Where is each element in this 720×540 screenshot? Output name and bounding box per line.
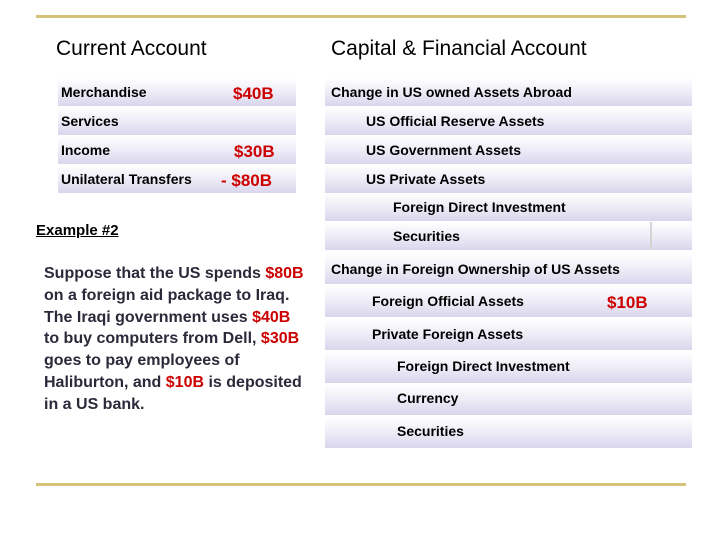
current-account-heading: Current Account bbox=[56, 37, 207, 60]
official-reserve-label: US Official Reserve Assets bbox=[366, 113, 545, 129]
top-rule bbox=[36, 15, 686, 18]
foreign-owned-heading: Change in Foreign Ownership of US Assets bbox=[331, 261, 620, 277]
foreign-securities-row bbox=[325, 417, 692, 448]
foreign-official-label: Foreign Official Assets bbox=[372, 293, 524, 309]
unilateral-value: - $80B bbox=[221, 171, 273, 190]
bottom-rule bbox=[36, 483, 686, 486]
example-text: is deposited in a US bank. bbox=[44, 373, 302, 413]
us-securities-label: Securities bbox=[393, 228, 460, 244]
merchandise-label: Merchandise bbox=[61, 84, 147, 100]
example-text: Suppose that the US spends bbox=[44, 265, 266, 282]
income-value: $30B bbox=[234, 142, 275, 161]
example-text: on a foreign aid package to Iraq. The Iraqi government uses bbox=[44, 286, 290, 326]
us-owned-heading: Change in US owned Assets Abroad bbox=[331, 84, 572, 100]
foreign-fdi-label: Foreign Direct Investment bbox=[397, 358, 570, 374]
unilateral-label: Unilateral Transfers bbox=[61, 171, 192, 187]
us-securities-row bbox=[325, 222, 692, 250]
example-title: Example #2 bbox=[36, 222, 119, 239]
currency-label: Currency bbox=[397, 390, 459, 406]
private-foreign-label: Private Foreign Assets bbox=[372, 326, 524, 342]
foreign-official-value: $10B bbox=[607, 293, 648, 312]
divider-tick bbox=[650, 222, 652, 250]
income-label: Income bbox=[61, 142, 111, 158]
capital-account-heading: Capital & Financial Account bbox=[331, 37, 587, 60]
example-amount: $10B bbox=[165, 373, 205, 391]
currency-row bbox=[325, 384, 692, 415]
merchandise-value: $40B bbox=[233, 84, 274, 103]
example-text: to buy computers from Dell, bbox=[44, 330, 261, 348]
services-label: Services bbox=[61, 113, 119, 129]
example-paragraph bbox=[44, 263, 304, 416]
private-assets-label: US Private Assets bbox=[366, 171, 486, 187]
government-assets-label: US Government Assets bbox=[366, 142, 522, 158]
us-fdi-label: Foreign Direct Investment bbox=[393, 199, 566, 215]
example-text: goes to pay employees of Haliburton, and bbox=[44, 352, 240, 391]
foreign-securities-label: Securities bbox=[397, 423, 464, 439]
example-amount: $30B bbox=[260, 330, 300, 348]
example-amount: $40B bbox=[252, 308, 291, 326]
example-amount: $80B bbox=[265, 265, 304, 282]
